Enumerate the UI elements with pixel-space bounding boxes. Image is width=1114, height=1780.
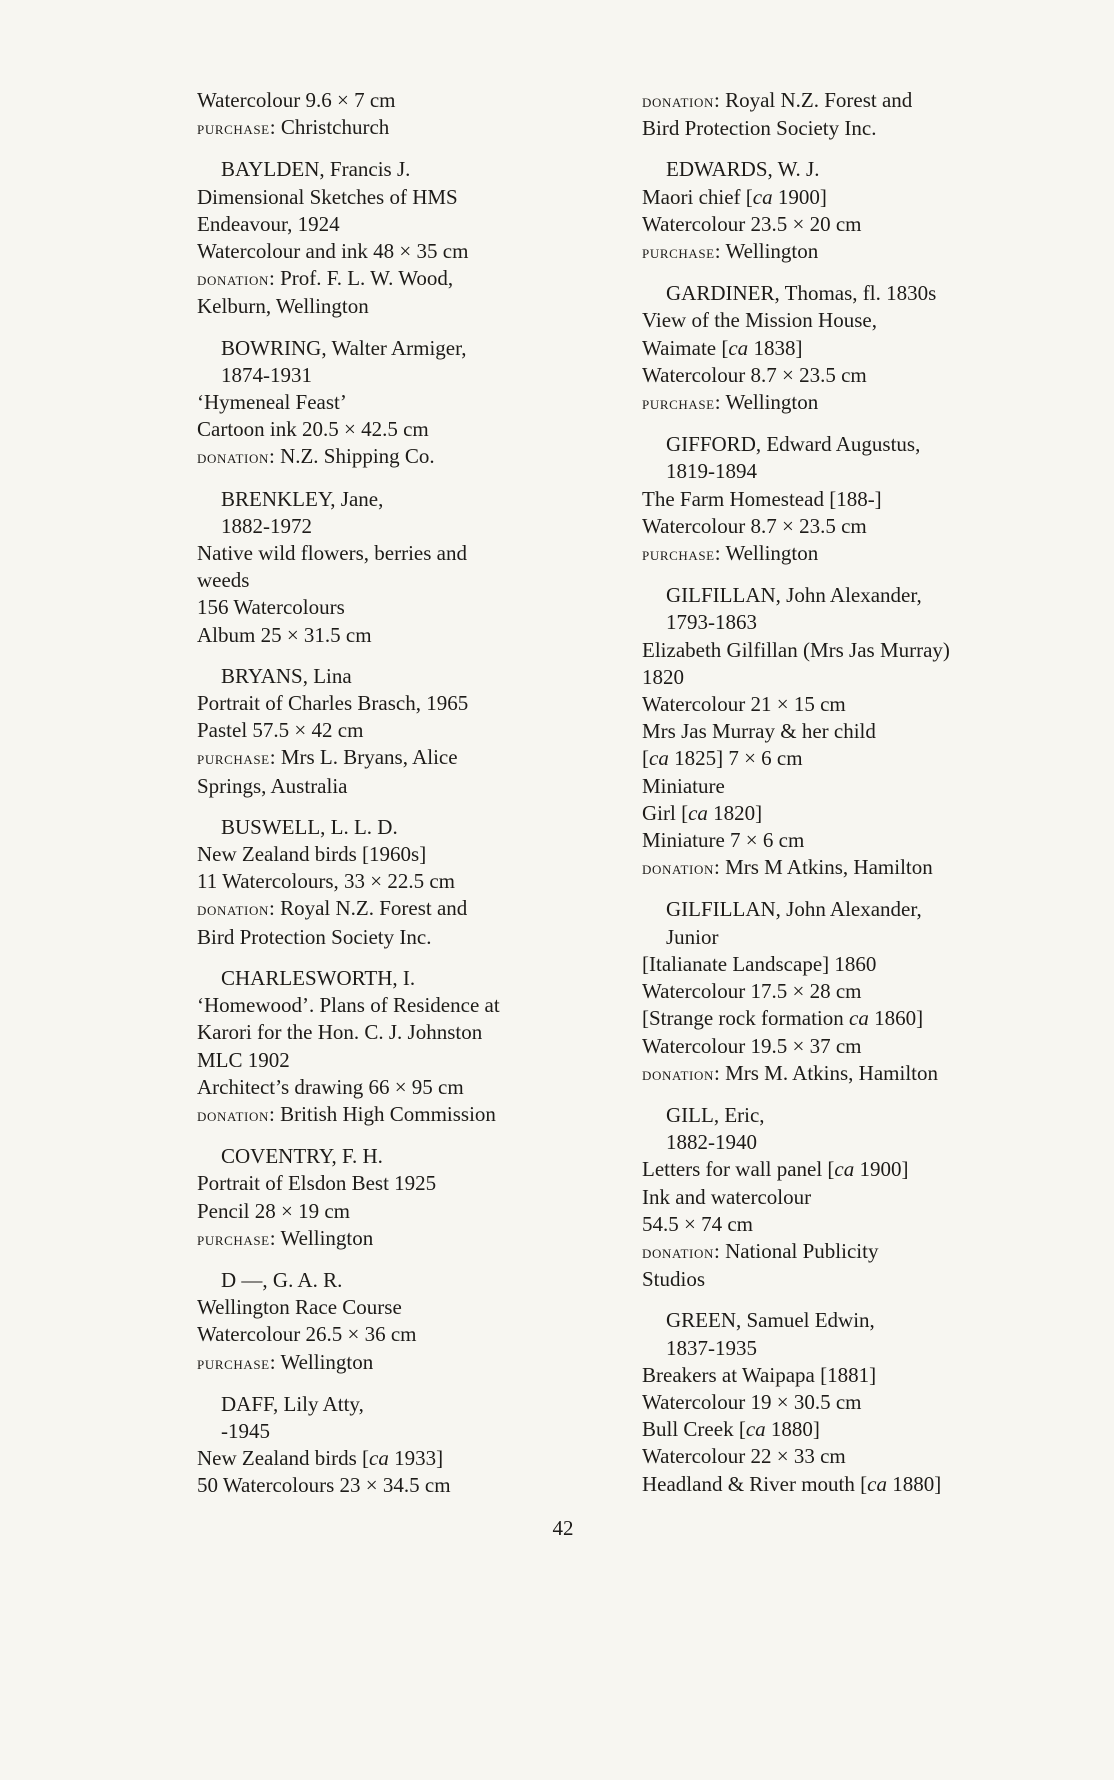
purchase-label: purchase (197, 1228, 270, 1250)
entry-line: MLC 1902 (197, 1047, 290, 1072)
entry-line: Studios (642, 1267, 706, 1292)
artist-name-line: 1837-1935 (666, 1335, 757, 1360)
donation-line: donation: Mrs M Atkins, Hamilton (642, 855, 933, 880)
entry-line: Dimensional Sketches of HMS (197, 184, 458, 209)
entry-line: Headland & River mouth [ca 1880] (642, 1471, 942, 1496)
entry-line: 50 Watercolours 23 × 34.5 cm (197, 1473, 451, 1498)
entry-line: Breakers at Waipapa [1881] (642, 1362, 877, 1387)
entry-line: 1820 (642, 664, 684, 689)
entry-line: Album 25 × 31.5 cm (197, 622, 372, 647)
entry-line: Pastel 57.5 × 42 cm (197, 718, 364, 743)
artist-name-line: 1819-1894 (666, 459, 757, 484)
artist-name-line: GILFILLAN, John Alexander, (666, 897, 922, 922)
purchase-line: purchase: Wellington (642, 239, 819, 264)
artist-name-line: 1882-1940 (666, 1130, 757, 1155)
entry-line: 11 Watercolours, 33 × 22.5 cm (197, 869, 456, 894)
purchase-label: purchase (197, 748, 270, 770)
provenance-text: Wellington (280, 1225, 374, 1250)
provenance-text: Royal N.Z. Forest and (280, 896, 468, 921)
artist-name-line: -1945 (221, 1418, 270, 1443)
artist-name-line: 1874-1931 (221, 362, 312, 387)
purchase-line: purchase: Mrs L. Bryans, Alice (197, 745, 458, 770)
entry-line: Bird Protection Society Inc. (197, 924, 432, 949)
artist-name-line: DAFF, Lily Atty, (221, 1391, 364, 1416)
provenance-text: Royal N.Z. Forest and (725, 88, 913, 112)
purchase-label: purchase (197, 118, 270, 140)
purchase-label: purchase (642, 544, 715, 566)
entry-line: Portrait of Elsdon Best 1925 (197, 1171, 437, 1196)
entry-line: ‘Hymeneal Feast’ (197, 390, 347, 415)
donation-line: donation: Royal N.Z. Forest and (197, 896, 468, 921)
artist-name-line: BRYANS, Lina (221, 663, 352, 688)
entry-line: Watercolour 21 × 15 cm (642, 692, 846, 717)
artist-name-line: EDWARDS, W. J. (666, 157, 820, 182)
entry-line: Elizabeth Gilfillan (Mrs Jas Murray) (642, 637, 950, 662)
entry-line: Mrs Jas Murray & her child (642, 719, 876, 744)
donation-line: donation: British High Commission (197, 1101, 496, 1126)
entry-line: Watercolour 23.5 × 20 cm (642, 211, 862, 236)
donation-line: donation: N.Z. Shipping Co. (197, 444, 435, 469)
entry-gilfillan-john-alexander (642, 582, 1042, 882)
entry-line: Watercolour 19.5 × 37 cm (642, 1033, 862, 1058)
entry-line: Watercolour and ink 48 × 35 cm (197, 239, 469, 264)
donation-label: donation (642, 1241, 714, 1263)
purchase-label: purchase (642, 242, 715, 264)
entry-line: View of the Mission House, (642, 308, 877, 333)
provenance-text: National Publicity (725, 1238, 879, 1263)
entry-line: Karori for the Hon. C. J. Johnston (197, 1020, 483, 1045)
artist-name-line: GILL, Eric, (666, 1102, 765, 1127)
entry-line: ‘Homewood’. Plans of Residence at (197, 993, 500, 1018)
artist-name-line: GREEN, Samuel Edwin, (666, 1308, 875, 1333)
artist-name-line: D —, G. A. R. (221, 1267, 343, 1292)
entry-gill-eric (642, 1102, 1042, 1293)
artist-name-line: BAYLDEN, Francis J. (221, 157, 411, 182)
entry-bowring-walter-armiger (197, 335, 607, 472)
purchase-line: purchase: Wellington (197, 1225, 374, 1250)
entry-line: Watercolour 19 × 30.5 cm (642, 1389, 862, 1414)
provenance-text: Prof. F. L. W. Wood, (280, 266, 454, 291)
entry-line: Springs, Australia (197, 773, 348, 798)
provenance-text: Wellington (725, 390, 819, 415)
entry-line: weeds (197, 568, 250, 593)
provenance-text: Mrs L. Bryans, Alice (280, 745, 458, 770)
provenance-text: N.Z. Shipping Co. (280, 444, 435, 469)
donation-label: donation (197, 447, 269, 469)
entry-line: Letters for wall panel [ca 1900] (642, 1157, 909, 1182)
entry-line: Wellington Race Course (197, 1295, 402, 1320)
donation-label: donation (642, 1063, 714, 1085)
entry-line: Portrait of Charles Brasch, 1965 (197, 691, 469, 716)
entry-gilfillan-john-alexander (642, 896, 1042, 1087)
purchase-line: purchase: Wellington (642, 541, 819, 566)
entry-line: Ink and watercolour (642, 1184, 812, 1209)
entry-coventry-f-h (197, 1143, 607, 1253)
entry-line: Bull Creek [ca 1880] (642, 1417, 820, 1442)
entry-line: Pencil 28 × 19 cm (197, 1198, 350, 1223)
entry-line: Girl [ca 1820] (642, 800, 763, 825)
entry-line: [ca 1825] 7 × 6 cm (642, 746, 803, 771)
provenance-text: British High Commission (280, 1101, 496, 1126)
artist-name-line: BUSWELL, L. L. D. (221, 814, 398, 839)
entry-line: New Zealand birds [ca 1933] (197, 1446, 444, 1471)
donation-label: donation (642, 91, 714, 112)
donation-line: donation: National Publicity (642, 1238, 879, 1263)
provenance-text: Christchurch (280, 115, 390, 140)
artist-name-line: 1882-1972 (221, 513, 312, 538)
entry-line: Native wild flowers, berries and (197, 541, 467, 566)
provenance-text: Mrs M. Atkins, Hamilton (725, 1060, 938, 1085)
donation-line: donation: Royal N.Z. Forest and (642, 88, 913, 112)
right-column (642, 87, 1042, 1512)
entry-line: Bird Protection Society Inc. (642, 116, 877, 141)
entry-line: Cartoon ink 20.5 × 42.5 cm (197, 417, 429, 442)
entry-brenkley-jane (197, 486, 607, 649)
entry-baylden-francis-j (197, 156, 607, 320)
donation-label: donation (197, 899, 269, 921)
artist-name-line: GIFFORD, Edward Augustus, (666, 432, 921, 457)
entry-line: Architect’s drawing 66 × 95 cm (197, 1074, 464, 1099)
entry-line: Maori chief [ca 1900] (642, 184, 827, 209)
provenance-text: Wellington (725, 239, 819, 264)
artist-name-line: CHARLESWORTH, I. (221, 965, 416, 990)
donation-label: donation (197, 1104, 269, 1126)
entry-daff-lily-atty (197, 1391, 607, 1500)
entry-line: [Italianate Landscape] 1860 (642, 951, 877, 976)
entry-edwards-w-j (642, 156, 1042, 266)
entry-line: Watercolour 26.5 × 36 cm (197, 1322, 417, 1347)
donation-line: donation: Prof. F. L. W. Wood, (197, 266, 454, 291)
purchase-line: purchase: Wellington (642, 390, 819, 415)
entry-green-samuel-edwin (642, 1307, 1042, 1497)
purchase-line: purchase: Wellington (197, 1349, 374, 1374)
entry-line: New Zealand birds [1960s] (197, 842, 427, 867)
provenance-text: Mrs M Atkins, Hamilton (725, 855, 933, 880)
entry-continued (197, 87, 607, 142)
entry-gardiner-thomas-fl-1830s (642, 280, 1042, 417)
left-column (197, 87, 607, 1514)
entry-gifford-edward-augustus (642, 431, 1042, 568)
artist-name-line: BRENKLEY, Jane, (221, 486, 384, 511)
entry-line: Miniature 7 × 6 cm (642, 828, 805, 853)
entry-line: Kelburn, Wellington (197, 294, 369, 319)
purchase-label: purchase (197, 1352, 270, 1374)
artist-name-line: Junior (666, 924, 719, 949)
artist-name-line: GILFILLAN, John Alexander, (666, 583, 922, 608)
entry-buswell-l-l-d (197, 814, 607, 951)
artist-name-line: 1793-1863 (666, 610, 757, 635)
entry-line: Watercolour 8.7 × 23.5 cm (642, 362, 867, 387)
purchase-label: purchase (642, 393, 715, 415)
entry-line: Watercolour 8.7 × 23.5 cm (642, 513, 867, 538)
donation-label: donation (197, 269, 269, 291)
provenance-text: Wellington (280, 1349, 374, 1374)
entry-line: 54.5 × 74 cm (642, 1211, 753, 1236)
entry-line: [Strange rock formation ca 1860] (642, 1006, 924, 1031)
entry-line: Watercolour 17.5 × 28 cm (642, 979, 862, 1004)
page-number: 42 (552, 1516, 574, 1540)
entry-line: The Farm Homestead [188-] (642, 486, 882, 511)
entry-line: Watercolour 9.6 × 7 cm (197, 88, 396, 112)
entry-continued (642, 87, 1042, 142)
donation-label: donation (642, 858, 714, 880)
entry-d-g-a-r (197, 1267, 607, 1377)
artist-name-line: COVENTRY, F. H. (221, 1144, 383, 1169)
entry-line: Watercolour 22 × 33 cm (642, 1444, 846, 1469)
entry-line: 156 Watercolours (197, 595, 345, 620)
artist-name-line: BOWRING, Walter Armiger, (221, 335, 467, 360)
entry-charlesworth-i (197, 965, 607, 1129)
entry-line: Endeavour, 1924 (197, 211, 340, 236)
purchase-line: purchase: Christchurch (197, 115, 390, 140)
entry-line: Miniature (642, 773, 725, 798)
artist-name-line: GARDINER, Thomas, fl. 1830s (666, 281, 937, 306)
entry-line: Waimate [ca 1838] (642, 335, 803, 360)
entry-bryans-lina (197, 663, 607, 800)
provenance-text: Wellington (725, 541, 819, 566)
donation-line: donation: Mrs M. Atkins, Hamilton (642, 1060, 938, 1085)
